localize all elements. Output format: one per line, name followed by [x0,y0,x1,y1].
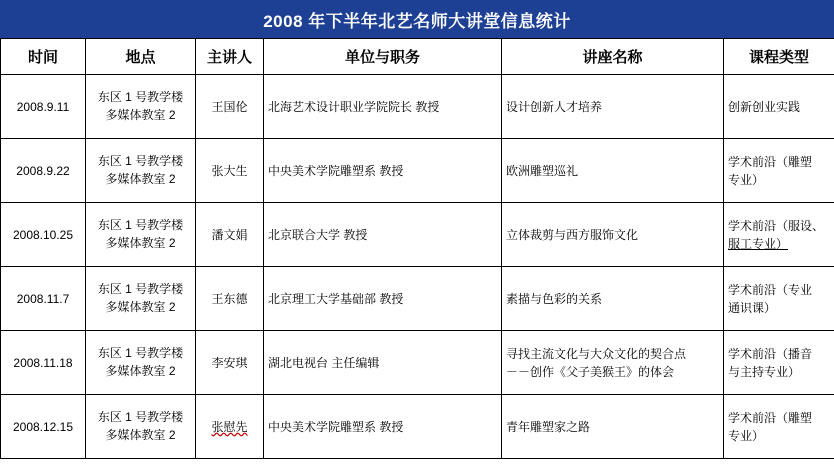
cell-time: 2008.9.22 [1,139,86,203]
column-header-type: 课程类型 [724,39,834,75]
cell-time: 2008.11.18 [1,331,86,395]
place-line-1: 东区 1 号教学楼 [97,346,184,361]
cell-type [724,395,834,459]
cell-type [724,139,834,203]
type-line-1: 学术前沿（专业 [728,282,813,297]
place-line-1: 东区 1 号教学楼 [97,282,184,297]
place-line-1: 东区 1 号教学楼 [97,410,184,425]
type-line-2: 专业） [728,172,765,187]
place-line-1: 东区 1 号教学楼 [97,218,184,233]
speaker-name: 张慰先 [211,420,248,434]
table-row [1,267,834,331]
place-line-2: 多媒体教室 2 [105,235,176,250]
cell-speaker: 张大生 [196,139,264,203]
column-header-unit: 单位与职务 [264,39,502,75]
cell-speaker [196,395,264,459]
place-line-2: 多媒体教室 2 [105,427,176,442]
cell-unit: 北海艺术设计职业学院院长 教授 [264,75,502,139]
cell-speaker: 王东德 [196,267,264,331]
cell-lecture: 设计创新人才培养 [502,75,724,139]
cell-type [724,267,834,331]
cell-place [86,267,196,331]
cell-type [724,331,834,395]
cell-unit: 中央美术学院雕塑系 教授 [264,139,502,203]
type-line-2: 通识课） [728,300,777,315]
column-header-speaker: 主讲人 [196,39,264,75]
cell-place [86,75,196,139]
cell-time: 2008.11.7 [1,267,86,331]
cell-lecture: 素描与色彩的关系 [502,267,724,331]
cell-place [86,139,196,203]
lecture-line-2: －－创作《父子美猴王》的体会 [506,364,675,379]
cell-lecture: 立体裁剪与西方服饰文化 [502,203,724,267]
lecture-info-table [0,38,834,459]
table-row [1,139,834,203]
cell-place [86,395,196,459]
cell-lecture: 青年雕塑家之路 [502,395,724,459]
cell-speaker: 李安琪 [196,331,264,395]
table-header-row [1,39,834,75]
cell-lecture [502,331,724,395]
cell-time: 2008.12.15 [1,395,86,459]
lecture-line-1: 寻找主流文化与大众文化的契合点 [506,346,687,361]
document-title-bar [0,0,834,38]
column-header-place: 地点 [86,39,196,75]
cell-speaker: 王国伦 [196,75,264,139]
cell-speaker: 潘文娟 [196,203,264,267]
column-header-lecture: 讲座名称 [502,39,724,75]
cell-type [724,75,834,139]
place-line-2: 多媒体教室 2 [105,299,176,314]
table-row [1,331,834,395]
type-line-1: 学术前沿（服设、 [728,218,825,233]
table-row [1,203,834,267]
column-header-time: 时间 [1,39,86,75]
type-line-2: 专业） [728,428,765,443]
cell-unit: 中央美术学院雕塑系 教授 [264,395,502,459]
type-line-1: 创新创业实践 [728,99,801,114]
type-line-1: 学术前沿（雕塑 [728,410,813,425]
type-line-2: 服工专业） [728,236,789,251]
type-line-1: 学术前沿（播音 [728,346,813,361]
place-line-1: 东区 1 号教学楼 [97,154,184,169]
cell-lecture: 欧洲雕塑巡礼 [502,139,724,203]
cell-place [86,203,196,267]
cell-type [724,203,834,267]
cell-place [86,331,196,395]
cell-unit: 北京理工大学基础部 教授 [264,267,502,331]
place-line-2: 多媒体教室 2 [105,107,176,122]
cell-time: 2008.9.11 [1,75,86,139]
place-line-1: 东区 1 号教学楼 [97,90,184,105]
page-title: 2008 年下半年北艺名师大讲堂信息统计 [263,11,571,31]
table-row [1,75,834,139]
place-line-2: 多媒体教室 2 [105,363,176,378]
place-line-2: 多媒体教室 2 [105,171,176,186]
type-line-1: 学术前沿（雕塑 [728,154,813,169]
cell-time: 2008.10.25 [1,203,86,267]
type-line-2: 与主持专业） [728,364,801,379]
cell-unit: 湖北电视台 主任编辑 [264,331,502,395]
table-row [1,395,834,459]
cell-unit: 北京联合大学 教授 [264,203,502,267]
